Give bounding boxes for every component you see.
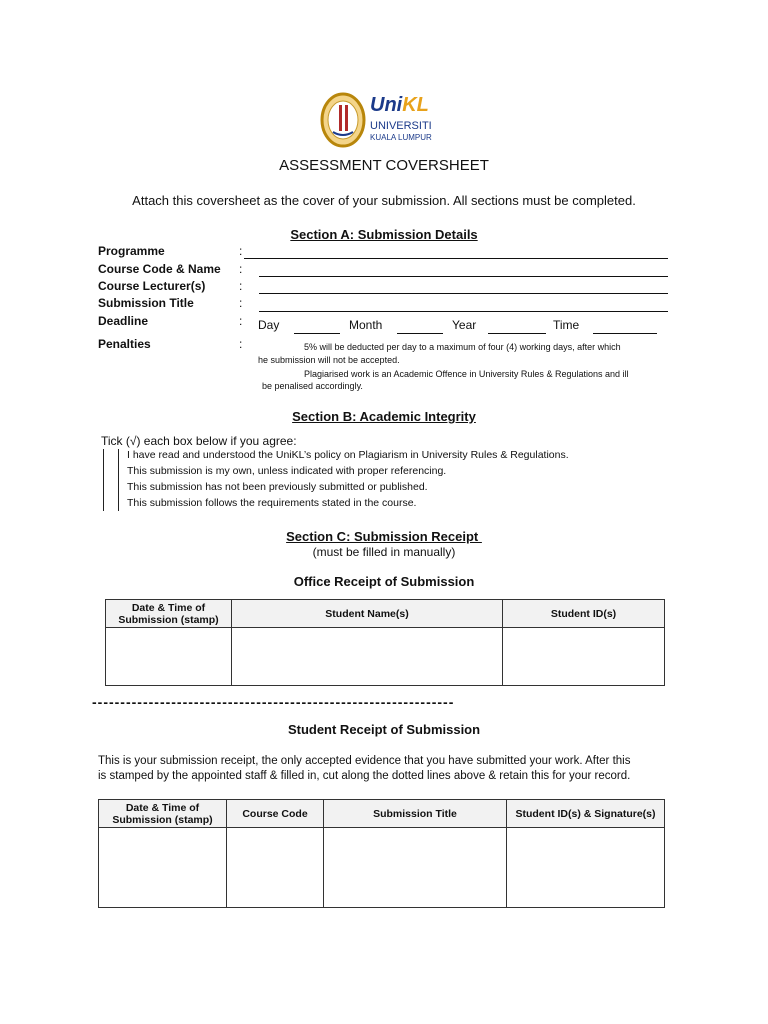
office-receipt-table <box>105 599 665 686</box>
integrity-item-4: This submission follows the requirements stated in the course. <box>127 497 417 509</box>
checkbox-2[interactable] <box>103 465 119 480</box>
office-col-student-name: Student Name(s) <box>232 600 503 628</box>
student-receipt-text-line-2: is stamped by the appointed staff & filled in, cut along the dotted lines above & retain this for your record. <box>98 770 631 782</box>
deadline-day-label: Day <box>258 318 280 332</box>
integrity-item-2: This submission is my own, unless indicated with proper referencing. <box>127 465 447 477</box>
office-id-cell[interactable] <box>503 628 665 686</box>
office-col-student-id: Student ID(s) <box>503 600 665 628</box>
submission-title-label: Submission Title <box>98 296 194 310</box>
logo-kuala-lumpur-text: KUALA LUMPUR <box>370 133 432 142</box>
colon: : <box>239 337 243 351</box>
logo-uni-text: Uni <box>370 94 403 116</box>
office-date-cell[interactable] <box>106 628 232 686</box>
student-col-date: Date & Time of Submission (stamp) <box>99 800 227 828</box>
colon: : <box>239 262 243 276</box>
student-signature-cell[interactable] <box>507 828 665 908</box>
penalty-text-1a: 5% will be deducted per day to a maximum of four (4) working days, after which <box>304 342 621 352</box>
student-receipt-title: Student Receipt of Submission <box>287 722 481 737</box>
deadline-month-line[interactable] <box>397 333 443 334</box>
student-receipt-text <box>98 754 668 784</box>
student-receipt-table <box>98 799 665 908</box>
deadline-month-label: Month <box>349 318 383 332</box>
colon: : <box>239 279 243 293</box>
student-col-course-code: Course Code <box>227 800 324 828</box>
penalty-text-2a: Plagiarised work is an Academic Offence in University Rules & Regulations and ill <box>304 369 629 379</box>
student-date-cell[interactable] <box>99 828 227 908</box>
programme-label: Programme <box>98 244 165 258</box>
integrity-item-3: This submission has not been previously submitted or published. <box>127 481 428 493</box>
table-header-row <box>99 800 665 828</box>
checkbox-3[interactable] <box>103 481 119 496</box>
tick-instruction: Tick (√) each box below if you agree: <box>101 434 297 448</box>
course-code-field-line[interactable] <box>259 276 668 277</box>
table-row <box>99 828 665 908</box>
colon: : <box>239 314 243 328</box>
office-name-cell[interactable] <box>232 628 503 686</box>
office-receipt-title: Office Receipt of Submission <box>293 574 475 589</box>
course-code-label: Course Code & Name <box>98 262 221 276</box>
university-crest-icon <box>320 92 366 148</box>
office-col-date: Date & Time of Submission (stamp) <box>106 600 232 628</box>
intro-text: Attach this coversheet as the cover of your submission. All sections must be completed. <box>132 193 636 208</box>
student-col-id-signature: Student ID(s) & Signature(s) <box>507 800 665 828</box>
penalty-text-1b: he submission will not be accepted. <box>258 355 400 365</box>
student-course-code-cell[interactable] <box>227 828 324 908</box>
colon: : <box>239 244 243 258</box>
section-c-subheading: (must be filled in manually) <box>312 545 456 559</box>
programme-field-line[interactable] <box>244 258 668 259</box>
deadline-year-line[interactable] <box>488 333 546 334</box>
logo-universiti-text: UNIVERSITI <box>370 120 432 132</box>
student-title-cell[interactable] <box>324 828 507 908</box>
section-b-heading: Section B: Academic Integrity <box>292 409 476 424</box>
integrity-item-1: I have read and understood the UniKL’s policy on Plagiarism in University Rules & Regulations. <box>127 449 569 461</box>
logo-kl-text: KL <box>402 94 429 116</box>
page-title: ASSESSMENT COVERSHEET <box>279 157 489 174</box>
section-c-heading: Section C: Submission Receipt <box>286 529 482 544</box>
deadline-day-line[interactable] <box>294 333 340 334</box>
deadline-year-label: Year <box>452 318 477 332</box>
student-col-submission-title: Submission Title <box>324 800 507 828</box>
unikl-logo <box>320 92 440 150</box>
table-header-row <box>106 600 665 628</box>
cut-line: ---------------------------------------------------------------- <box>92 694 455 710</box>
colon: : <box>239 296 243 310</box>
deadline-time-label: Time <box>553 318 580 332</box>
course-lecturer-label: Course Lecturer(s) <box>98 279 206 293</box>
checkbox-4[interactable] <box>103 497 119 512</box>
submission-title-field-line[interactable] <box>259 311 668 312</box>
deadline-label: Deadline <box>98 314 149 328</box>
section-a-heading: Section A: Submission Details <box>290 227 478 242</box>
student-receipt-text-line-1: This is your submission receipt, the only accepted evidence that you have submitted your work. After this <box>98 755 631 767</box>
checkbox-1[interactable] <box>103 449 119 464</box>
deadline-time-line[interactable] <box>593 333 657 334</box>
course-lecturer-field-line[interactable] <box>259 293 668 294</box>
penalty-text-2b: be penalised accordingly. <box>262 381 363 391</box>
penalties-label: Penalties <box>98 337 151 351</box>
table-row <box>106 628 665 686</box>
